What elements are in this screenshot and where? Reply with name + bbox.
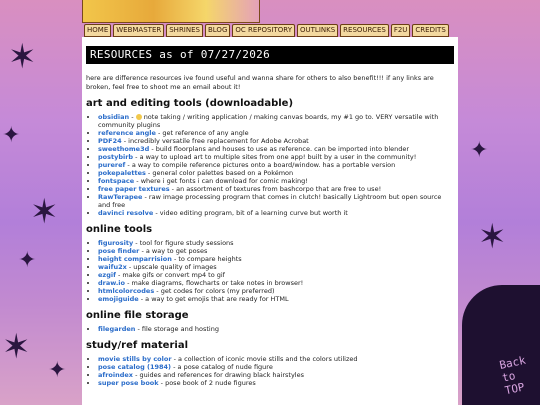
- back-to-top-link[interactable]: Back to TOP: [497, 353, 527, 398]
- list-item: • super pose book - pose book of 2 nude figures: [98, 379, 454, 387]
- list-item: • obsidian - note taking / writing application / making canvas boards, my #1 go to. VERY versatile with community plugins: [98, 113, 454, 129]
- list-item: • htmlcolorcodes - get codes for colors (my preferred): [98, 287, 454, 295]
- resource-link[interactable]: filegarden: [98, 325, 136, 333]
- list-item: • fontspace - where i get fonts i can download for comic making!: [98, 177, 454, 185]
- resource-description: a pose catalog of nude figure: [177, 363, 273, 371]
- nav-item-oc-repository[interactable]: OC REPOSITORY: [232, 24, 295, 37]
- nav-item-outlinks[interactable]: OUTLINKS: [297, 24, 338, 37]
- resource-description: make gifs or convert mp4 to gif: [122, 271, 225, 279]
- resource-description: where i get fonts i can download for comic making!: [140, 177, 308, 185]
- resource-description: incredibly versatile free replacement for Adobe Acrobat: [128, 137, 309, 145]
- resource-link[interactable]: draw.io: [98, 279, 125, 287]
- page-title: RESOURCES as of 07/27/2026: [86, 46, 454, 64]
- resource-description: a way to compile reference pictures onto a board/window. has a portable version: [131, 161, 396, 169]
- site-banner: [82, 0, 260, 23]
- section-heading: online tools: [86, 224, 153, 235]
- resource-link[interactable]: height comparrision: [98, 255, 172, 263]
- resource-link[interactable]: ezgif: [98, 271, 116, 279]
- resource-description: upscale quality of images: [133, 263, 217, 271]
- resource-link[interactable]: sweethome3d: [98, 145, 150, 153]
- background-star-icon: ✶: [30, 192, 59, 232]
- resource-description: build floorplans and houses to use as reference. can be imported into blender: [155, 145, 410, 153]
- list-item: • waifu2x - upscale quality of images: [98, 263, 454, 271]
- background-star-icon: ✦: [2, 123, 21, 148]
- resource-link[interactable]: RawTerapee: [98, 193, 143, 201]
- resource-list: [86, 239, 454, 303]
- background-star-icon: ✦: [48, 358, 67, 383]
- resource-description: raw image processing program that comes in clutch! basically Lightroom but open source and free: [98, 193, 442, 209]
- resource-description: a way to get poses: [145, 247, 208, 255]
- list-item: • height comparrision - to compare heights: [98, 255, 454, 263]
- list-item: • PDF24 - incredibly versatile free replacement for Adobe Acrobat: [98, 137, 454, 145]
- resource-description: guides and references for drawing black hairstyles: [139, 371, 304, 379]
- list-item: • figurosity - tool for figure study sessions: [98, 239, 454, 247]
- list-item: • emojiguide - a way to get emojis that are ready for HTML: [98, 295, 454, 303]
- nav-bar: [84, 24, 449, 37]
- content-panel: [82, 37, 458, 405]
- resource-description: note taking / writing application / making canvas boards, my #1 go to. VERY versatile with community plugins: [98, 113, 439, 129]
- resource-link[interactable]: PDF24: [98, 137, 122, 145]
- resource-link[interactable]: movie stills by color: [98, 355, 172, 363]
- intro-text: here are difference resources ive found useful and wanna share for others to also benefit!!! if any links are broken, feel free to shoot me an email about it!: [86, 74, 434, 91]
- background-star-icon: ✦: [18, 248, 37, 273]
- resource-sections: [86, 97, 454, 387]
- nav-item-webmaster[interactable]: WEBMASTER: [113, 24, 164, 37]
- list-item: • draw.io - make diagrams, flowcharts or take notes in browser!: [98, 279, 454, 287]
- list-item: • movie stills by color - a collection of iconic movie stills and the colors utilized: [98, 355, 454, 363]
- list-item: • reference angle - get reference of any angle: [98, 129, 454, 137]
- resource-link[interactable]: pureref: [98, 161, 126, 169]
- resource-link[interactable]: figurosity: [98, 239, 134, 247]
- section-heading: art and editing tools (downloadable): [86, 98, 294, 109]
- list-item: • postybirb - a way to upload art to multiple sites from one app! built by a user in the community!: [98, 153, 454, 161]
- list-item: • sweethome3d - build floorplans and houses to use as reference. can be imported into blender: [98, 145, 454, 153]
- list-item: • ezgif - make gifs or convert mp4 to gif: [98, 271, 454, 279]
- background-star-icon: ✶: [8, 37, 37, 77]
- resource-list: [86, 113, 454, 217]
- nav-item-resources[interactable]: RESOURCES: [340, 24, 389, 37]
- resource-link[interactable]: pose finder: [98, 247, 140, 255]
- resource-link[interactable]: obsidian: [98, 113, 130, 121]
- nav-item-shrines[interactable]: SHRINES: [166, 24, 203, 37]
- list-item: • pose finder - a way to get poses: [98, 247, 454, 255]
- nav-item-f2u[interactable]: F2U: [391, 24, 411, 37]
- resource-description: a way to upload art to multiple sites from one app! built by a user in the community!: [139, 153, 417, 161]
- sun-icon: [136, 114, 142, 120]
- background-star-icon: ✶: [478, 217, 507, 257]
- resource-list: [86, 355, 454, 387]
- resource-description: a way to get emojis that are ready for HTML: [145, 295, 289, 303]
- list-item: • RawTerapee - raw image processing program that comes in clutch! basically Lightroom but open source and free: [98, 193, 454, 209]
- list-item: • pokepalettes - general color palettes based on a Pokémon: [98, 169, 454, 177]
- background-star-icon: ✶: [2, 327, 31, 367]
- resource-description: make diagrams, flowcharts or take notes in browser!: [131, 279, 304, 287]
- resource-link[interactable]: pose catalog (1984): [98, 363, 172, 371]
- resource-link[interactable]: emojiguide: [98, 295, 139, 303]
- resource-link[interactable]: pokepalettes: [98, 169, 146, 177]
- resource-link[interactable]: fontspace: [98, 177, 135, 185]
- list-item: • filegarden - file storage and hosting: [98, 325, 454, 333]
- resource-description: to compare heights: [178, 255, 242, 263]
- resource-description: get reference of any angle: [162, 129, 249, 137]
- resource-description: general color palettes based on a Pokémon: [152, 169, 294, 177]
- list-item: • pose catalog (1984) - a pose catalog of nude figure: [98, 363, 454, 371]
- resource-link[interactable]: postybirb: [98, 153, 134, 161]
- background-star-icon: ✦: [470, 138, 489, 163]
- resource-link[interactable]: afroindex: [98, 371, 133, 379]
- resource-description: an assortment of textures from bashcorpo that are free to use!: [176, 185, 382, 193]
- resource-description: get codes for colors (my preferred): [160, 287, 275, 295]
- nav-item-blog[interactable]: BLOG: [205, 24, 230, 37]
- list-item: • pureref - a way to compile reference pictures onto a board/window. has a portable version: [98, 161, 454, 169]
- section-heading: study/ref material: [86, 340, 188, 351]
- resource-link[interactable]: davinci resolve: [98, 209, 154, 217]
- resource-description: file storage and hosting: [141, 325, 219, 333]
- resource-link[interactable]: reference angle: [98, 129, 156, 137]
- nav-item-home[interactable]: HOME: [84, 24, 111, 37]
- resource-link[interactable]: free paper textures: [98, 185, 170, 193]
- section-heading: online file storage: [86, 310, 189, 321]
- resource-description: video editing program, bit of a learning curve but worth it: [159, 209, 348, 217]
- resource-link[interactable]: waifu2x: [98, 263, 127, 271]
- list-item: • free paper textures - an assortment of textures from bashcorpo that are free to use!: [98, 185, 454, 193]
- resource-list: [86, 325, 454, 333]
- resource-link[interactable]: super pose book: [98, 379, 159, 387]
- resource-description: tool for figure study sessions: [139, 239, 234, 247]
- list-item: • davinci resolve - video editing program, bit of a learning curve but worth it: [98, 209, 454, 217]
- resource-description: pose book of 2 nude figures: [165, 379, 256, 387]
- resource-description: a collection of iconic movie stills and the colors utilized: [178, 355, 358, 363]
- resource-link[interactable]: htmlcolorcodes: [98, 287, 155, 295]
- list-item: • afroindex - guides and references for drawing black hairstyles: [98, 371, 454, 379]
- nav-item-credits[interactable]: CREDITS: [412, 24, 448, 37]
